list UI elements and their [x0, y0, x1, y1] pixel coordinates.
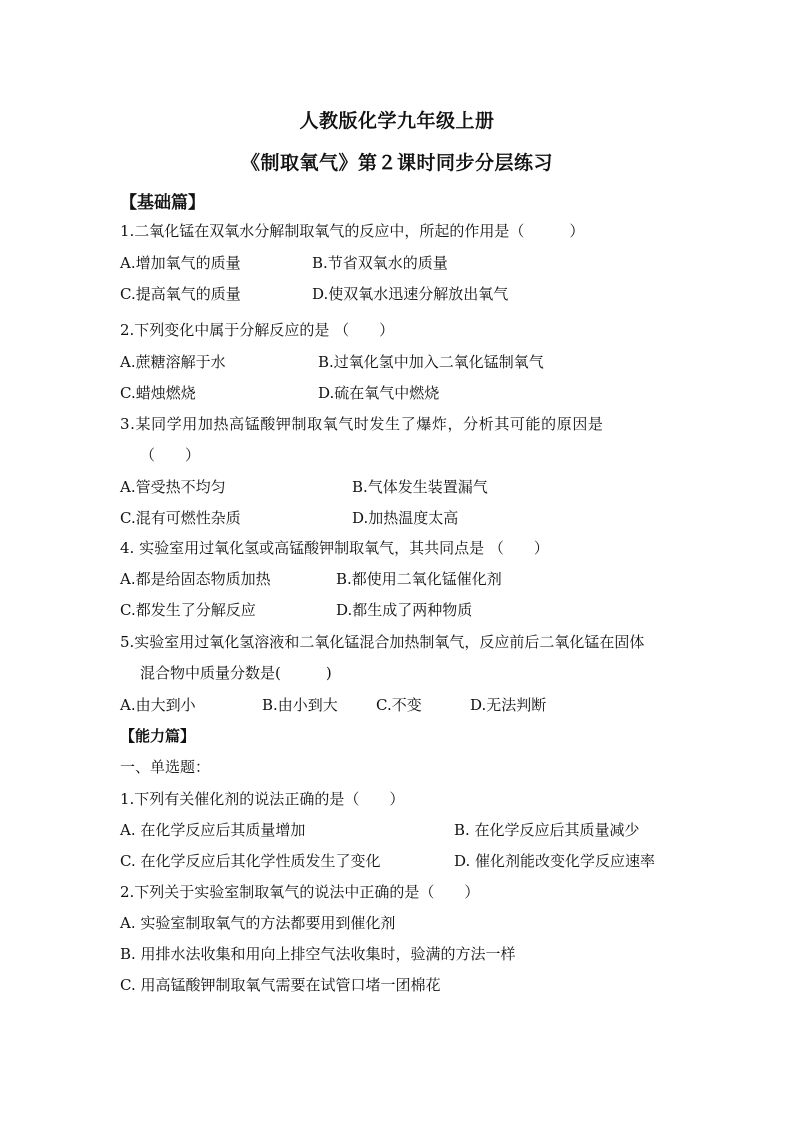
question-stem: 3.某同学用加热高锰酸钾制取氧气时发生了爆炸，分析其可能的原因是	[120, 415, 604, 433]
option-a: A.管受热不均匀	[120, 478, 226, 496]
option-a: A.增加氧气的质量	[120, 254, 241, 272]
question-stem-continued: 混合物中质量分数是( )	[140, 664, 332, 682]
option-c: C.混有可燃性杂质	[120, 509, 241, 527]
question-stem-continued: （ ）	[140, 446, 201, 464]
subsection-heading: 一、单选题：	[120, 758, 211, 776]
option-a: A. 在化学反应后其质量增加	[120, 821, 306, 839]
question-stem: 2.下列关于实验室制取氧气的说法中正确的是（ ）	[120, 883, 480, 901]
page-subtitle: 《制取氧气》第２课时同步分层练习	[240, 152, 553, 174]
question-stem: 1.下列有关催化剂的说法正确的是（ ）	[120, 790, 405, 808]
option-b: B. 用排水法收集和用向上排空气法收集时，验满的方法一样	[120, 945, 516, 963]
option-b: B.过氧化氢中加入二氧化锰制氧气	[318, 353, 544, 371]
question-stem: 1.二氧化锰在双氧水分解制取氧气的反应中，所起的作用是（ ）	[120, 222, 585, 240]
option-b: B. 在化学反应后其质量减少	[454, 821, 640, 839]
option-a: A.蔗糖溶解于水	[120, 353, 226, 371]
option-d: D.硫在氧气中燃烧	[318, 384, 440, 402]
option-c: C.都发生了分解反应	[120, 601, 256, 619]
question-stem: 2.下列变化中属于分解反应的是 （ ）	[120, 321, 395, 339]
option-d: D.使双氧水迅速分解放出氧气	[312, 285, 509, 303]
option-d: D.无法判断	[470, 696, 547, 714]
option-b: B.气体发生装置漏气	[352, 478, 488, 496]
option-d: D.都生成了两种物质	[336, 601, 473, 619]
option-d: D. 催化剂能改变化学反应速率	[454, 852, 656, 870]
option-b: B.都使用二氧化锰催化剂	[336, 570, 502, 588]
section-ability-heading: 【能力篇】	[120, 727, 196, 745]
page-title: 人教版化学九年级上册	[299, 110, 495, 132]
option-d: D.加热温度太高	[352, 509, 459, 527]
option-c: C. 在化学反应后其化学性质发生了变化	[120, 852, 381, 870]
option-b: B.节省双氧水的质量	[312, 254, 448, 272]
option-b: B.由小到大	[262, 696, 338, 714]
option-c: C.蜡烛燃烧	[120, 384, 196, 402]
option-c: C.提高氧气的质量	[120, 285, 241, 303]
option-a: A.由大到小	[120, 696, 196, 714]
question-stem: 4. 实验室用过氧化氢或高锰酸钾制取氧气，其共同点是 （ ）	[120, 539, 549, 557]
option-a: A. 实验室制取氧气的方法都要用到催化剂	[120, 914, 396, 932]
section-basic-heading: 【基础篇】	[120, 193, 205, 213]
option-a: A.都是给固态物质加热	[120, 570, 271, 588]
option-c: C.不变	[376, 696, 422, 714]
question-stem: 5.实验室用过氧化氢溶液和二氧化锰混合加热制氧气，反应前后二氧化锰在固体	[120, 633, 645, 651]
option-c: C. 用高锰酸钾制取氧气需要在试管口堵一团棉花	[120, 976, 441, 994]
